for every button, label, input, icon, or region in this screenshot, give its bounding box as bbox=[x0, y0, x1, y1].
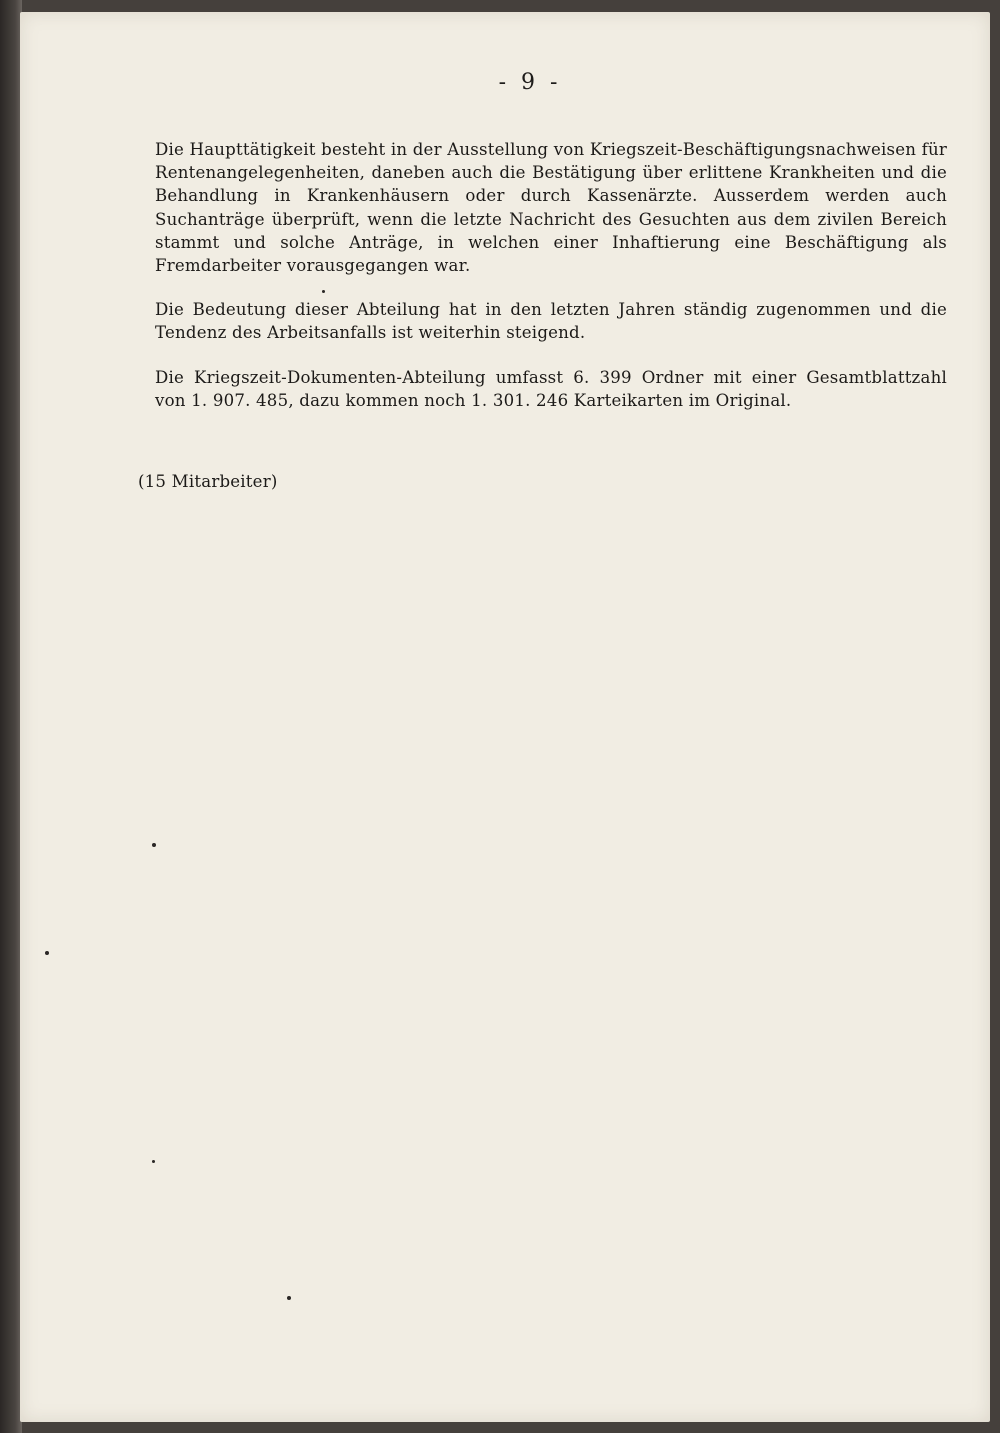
paper-speck bbox=[152, 1160, 155, 1163]
paper-speck bbox=[322, 290, 325, 293]
document-body bbox=[155, 138, 947, 433]
binding-edge bbox=[0, 0, 22, 1433]
staff-count: (15 Mitarbeiter) bbox=[138, 472, 278, 491]
page-number: - 9 - bbox=[498, 70, 562, 95]
paper-speck bbox=[152, 843, 156, 847]
paper-speck bbox=[287, 1296, 291, 1300]
paragraph-main-activity: Die Haupttätigkeit besteht in der Ausstellung von Kriegszeit-Beschäftigungsnachweisen für Rentenangelegenheiten, daneben auch die Bestätigung über erlittene Krankheiten und die Behandlung in Krankenhäusern oder durch Kassenärzte. Ausserdem werden auch Suchanträge überprüft, wenn die letzte Nachricht des Gesuchten aus dem zivilen Bereich stammt und solche Anträge, in welchen einer Inhaftierung eine Beschäftigung als Fremdarbeiter vorausgegangen war. bbox=[155, 140, 947, 276]
paragraph-document-counts: Die Kriegszeit-Dokumenten-Abteilung umfasst 6. 399 Ordner mit einer Gesamtblattzahl von 1. 907. 485, dazu kommen noch 1. 301. 246 Karteikarten im Original. bbox=[155, 367, 947, 410]
paper-speck bbox=[45, 951, 49, 955]
paragraph-significance: Die Bedeutung dieser Abteilung hat in den letzten Jahren ständig zugenommen und die Tendenz des Arbeitsanfalls ist weiterhin steigend. bbox=[155, 300, 947, 343]
